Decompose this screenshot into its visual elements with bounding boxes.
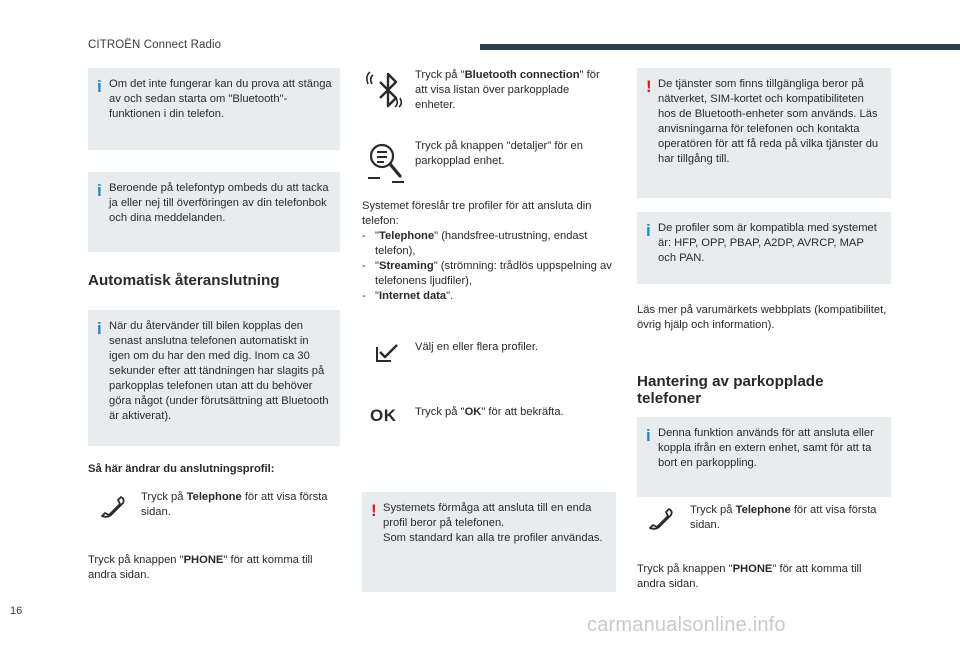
step-text: Välj en eller flera profiler. — [415, 341, 539, 353]
note-text: Denna funktion används för att ansluta eller koppla ifrån en extern enhet, samt för att ta bort en parkoppling. — [658, 427, 874, 469]
bluetooth-icon — [366, 70, 404, 112]
note-text: När du återvänder till bilen kopplas den senast anslutna telefonen automatiskt in igen om du har den med dig. Inom ca 30 sekunder efter att tändningen har slagits på parkopplas telefonen utan att du behöver göra något (under förutsättning att Bluetooth är aktiverat). — [109, 320, 329, 422]
warning-mark: ! — [371, 501, 377, 520]
info-note — [88, 172, 340, 252]
section-heading: Hantering av parkopplade telefoner — [637, 373, 824, 407]
note-text: Om det inte fungerar kan du prova att stänga av och sedan starta om "Bluetooth"-funktionen i din telefon. — [109, 78, 332, 120]
warning-mark: ! — [646, 77, 652, 96]
watermark: carmanualsonline.info — [587, 614, 786, 636]
section-heading: Automatisk återanslutning — [88, 272, 280, 289]
list-item: - "Internet data". — [362, 290, 454, 302]
info-note — [637, 212, 891, 284]
ok-icon: OK — [370, 406, 397, 425]
warning-note — [362, 492, 616, 592]
note-text: Systemets förmåga att ansluta till en enda profil beror på telefonen. Som standard kan alla tre profiler användas. — [383, 502, 603, 544]
list-item: - "Telephone" (handsfree-utrustning, endast telefon), — [362, 230, 588, 257]
step-text: Tryck på Telephone för att visa första sidan. — [690, 504, 877, 531]
step-text: Tryck på "Bluetooth connection" för att visa listan över parkopplade enheter. — [415, 69, 600, 111]
list-item: - "Streaming" (strömning: trådlös uppspelning av telefonens ljudfiler), — [362, 260, 612, 287]
phone-icon — [100, 496, 126, 518]
header-title: CITROËN Connect Radio — [88, 39, 222, 51]
step-text: Tryck på "OK" för att bekräfta. — [415, 406, 564, 418]
header-bar — [480, 44, 960, 50]
subheading: Så här ändrar du anslutningsprofil: — [88, 463, 275, 475]
info-note — [637, 417, 891, 497]
step-text: Tryck på knappen "detaljer" för en parkopplad enhet. — [415, 140, 583, 167]
info-mark: i — [97, 77, 102, 96]
step-text: Tryck på Telephone för att visa första sidan. — [141, 491, 328, 518]
warning-note — [637, 68, 891, 198]
details-icon — [366, 140, 406, 184]
info-mark: i — [97, 319, 102, 338]
info-mark: i — [646, 221, 651, 240]
profile-list — [362, 229, 614, 304]
note-text: De profiler som är kompatibla med systemet är: HFP, OPP, PBAP, A2DP, AVRCP, MAP och PAN. — [658, 222, 877, 264]
checkbox-icon — [375, 343, 401, 363]
info-note — [88, 68, 340, 150]
info-mark: i — [646, 426, 651, 445]
page-number: 16 — [10, 605, 23, 617]
step-text: Tryck på knappen "PHONE" för att komma till andra sidan. — [637, 563, 862, 590]
step-text: Tryck på knappen "PHONE" för att komma till andra sidan. — [88, 554, 313, 581]
paragraph: Läs mer på varumärkets webbplats (kompatibilitet, övrig hjälp och information). — [637, 304, 887, 331]
paragraph: Systemet föreslår tre profiler för att ansluta din telefon: — [362, 200, 592, 227]
note-text: Beroende på telefontyp ombeds du att tacka ja eller nej till överföringen av din telefonbok och dina meddelanden. — [109, 182, 329, 224]
info-mark: i — [97, 181, 102, 200]
info-note — [88, 310, 340, 446]
phone-icon — [648, 508, 674, 530]
note-text: De tjänster som finns tillgängliga beror på nätverket, SIM-kortet och kompatibiliteten hos de Bluetooth-enheter som används. Läs anvisningarna för telefonen och kontakta operatören för att få reda på vilka tjänster du har tillgång till. — [658, 78, 879, 165]
